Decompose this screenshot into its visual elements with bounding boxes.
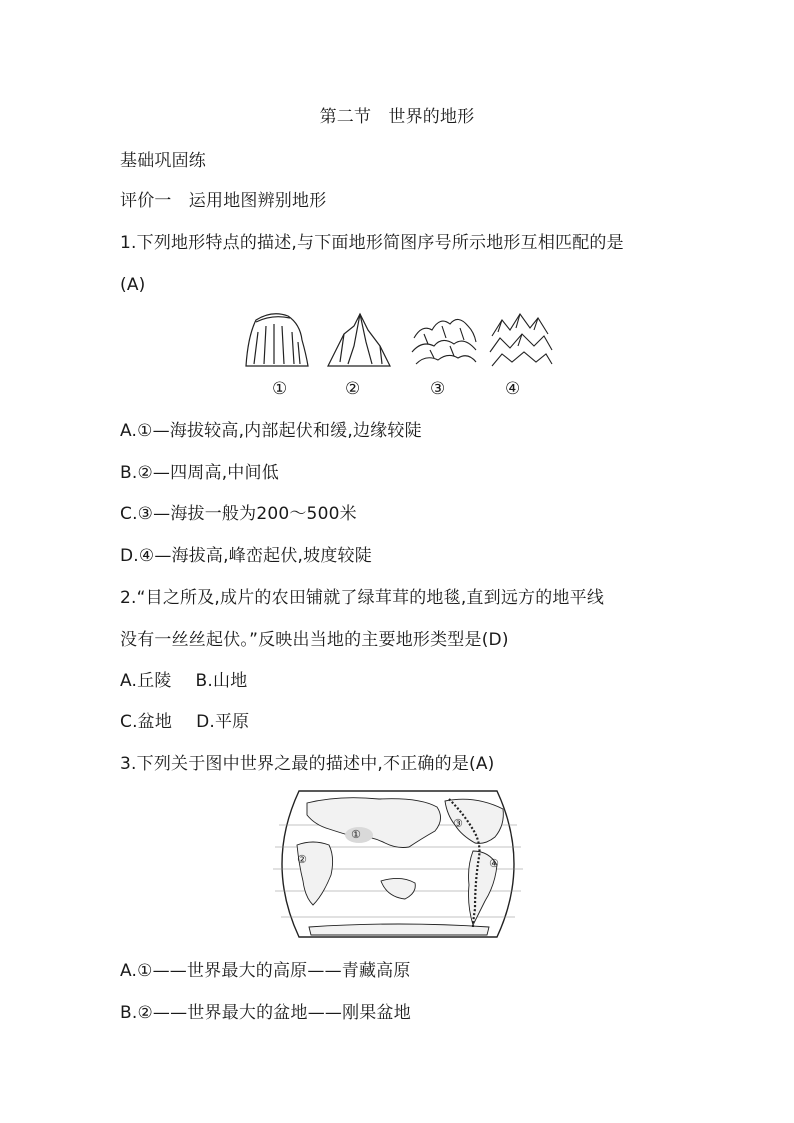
q2-stem-line1: 2.“目之所及,成片的农田铺就了绿茸茸的地毯,直到远方的地平线 bbox=[120, 588, 605, 608]
q2-options-row1 bbox=[120, 670, 247, 692]
q2-option-b: B.山地 bbox=[195, 671, 248, 691]
landform-figure bbox=[236, 306, 566, 370]
mountain-icon bbox=[328, 314, 390, 366]
section-title: 第二节 世界的地形 bbox=[319, 107, 475, 127]
subheading: 基础巩固练 bbox=[120, 151, 206, 171]
map-marker-4: ④ bbox=[489, 857, 499, 870]
map-marker-3: ③ bbox=[453, 817, 463, 830]
evaluation-heading: 评价一 运用地图辨别地形 bbox=[120, 191, 327, 211]
q2-stem-line2: 没有一丝丝起伏。”反映出当地的主要地形类型是(D) bbox=[120, 630, 509, 650]
figure-label-1: ① bbox=[272, 379, 288, 399]
plateau-icon bbox=[246, 314, 308, 366]
world-map bbox=[269, 785, 527, 943]
q1-option-b: B.②—四周高,中间低 bbox=[120, 463, 279, 483]
hills-icon bbox=[412, 319, 476, 364]
q3-option-a: A.①——世界最大的高原——青藏高原 bbox=[120, 961, 411, 981]
q2-option-c: C.盆地 bbox=[120, 712, 173, 732]
figure-label-4: ④ bbox=[505, 379, 521, 399]
figure-label-3: ③ bbox=[430, 379, 446, 399]
mountain-range-icon bbox=[490, 314, 552, 366]
q1-stem: 1.下列地形特点的描述,与下面地形简图序号所示地形互相匹配的是 bbox=[120, 233, 624, 253]
q2-option-d: D.平原 bbox=[196, 712, 250, 732]
map-marker-2: ② bbox=[297, 853, 307, 866]
q2-options-row2 bbox=[120, 711, 249, 733]
q1-option-c: C.③—海拔一般为200～500米 bbox=[120, 504, 357, 524]
q1-option-d: D.④—海拔高,峰峦起伏,坡度较陡 bbox=[120, 546, 372, 566]
q3-option-b: B.②——世界最大的盆地——刚果盆地 bbox=[120, 1003, 411, 1023]
figure-label-2: ② bbox=[345, 379, 361, 399]
q1-option-a: A.①—海拔较高,内部起伏和缓,边缘较陡 bbox=[120, 421, 422, 441]
q2-option-a: A.丘陵 bbox=[120, 671, 172, 691]
q3-stem: 3.下列关于图中世界之最的描述中,不正确的是(A) bbox=[120, 754, 495, 774]
map-marker-1: ① bbox=[351, 828, 361, 841]
q1-answer: (A) bbox=[120, 275, 146, 295]
